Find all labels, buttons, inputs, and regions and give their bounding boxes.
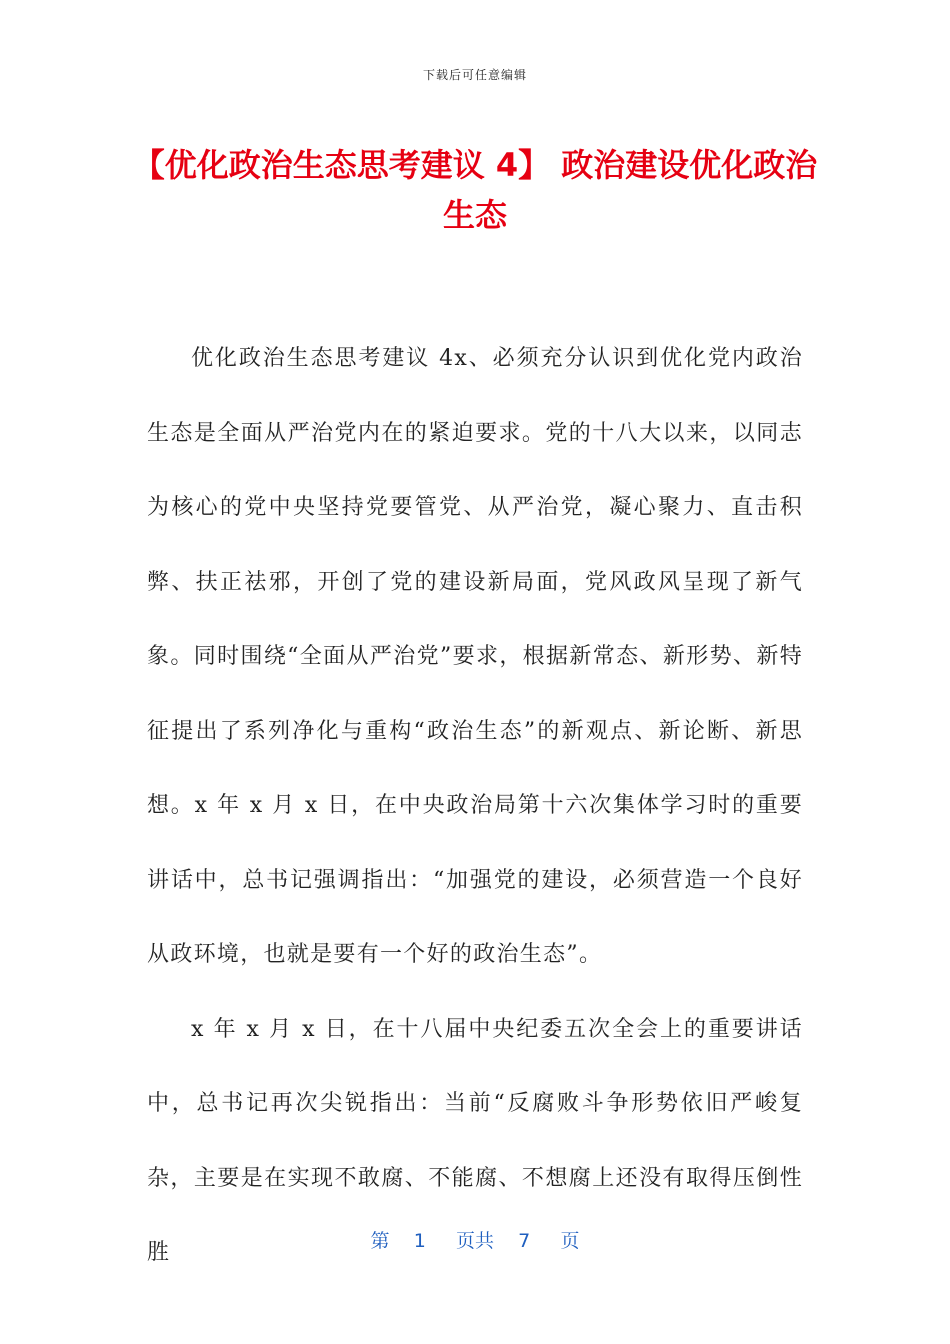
document-title: 【优化政治生态思考建议 4】 政治建设优化政治生态 (132, 146, 818, 234)
page-middle: 页共 (455, 1230, 494, 1252)
page-suffix: 页 (560, 1230, 580, 1252)
page-total: 7 (518, 1230, 531, 1252)
header-note: 下载后可任意编辑 (422, 68, 527, 82)
page-prefix: 第 (370, 1230, 390, 1252)
document-body (147, 322, 803, 1291)
page-footer (0, 1226, 950, 1253)
paragraph-1: 优化政治生态思考建议 4x、必须充分认识到优化党内政治生态是全面从严治党内在的紧迫要求。党的十八大以来，以同志为核心的党中央坚持党要管党、从严治党，凝心聚力、直击积弊、扶正祛邪，开创了党的建设新局面，党风政风呈现了新气象。同时围绕“全面从严治党”要求，根据新常态、新形势、新特征提出了系列净化与重构“政治生态”的新观点、新论断、新思想。x 年 x 月 x 日，在中央政治局第十六次集体学习时的重要讲话中，总书记强调指出：“加强党的建设，必须营造一个良好从政环境，也就是要有一个好的政治生态”。 (147, 346, 803, 967)
paragraph-2: x 年 x 月 x 日，在十八届中央纪委五次全会上的重要讲话中，总书记再次尖锐指出：当前“反腐败斗争形势依旧严峻复杂，主要是在实现不敢腐、不能腐、不想腐上还没有取得压倒性胜 (147, 1016, 803, 1265)
page-current: 1 (413, 1230, 426, 1252)
